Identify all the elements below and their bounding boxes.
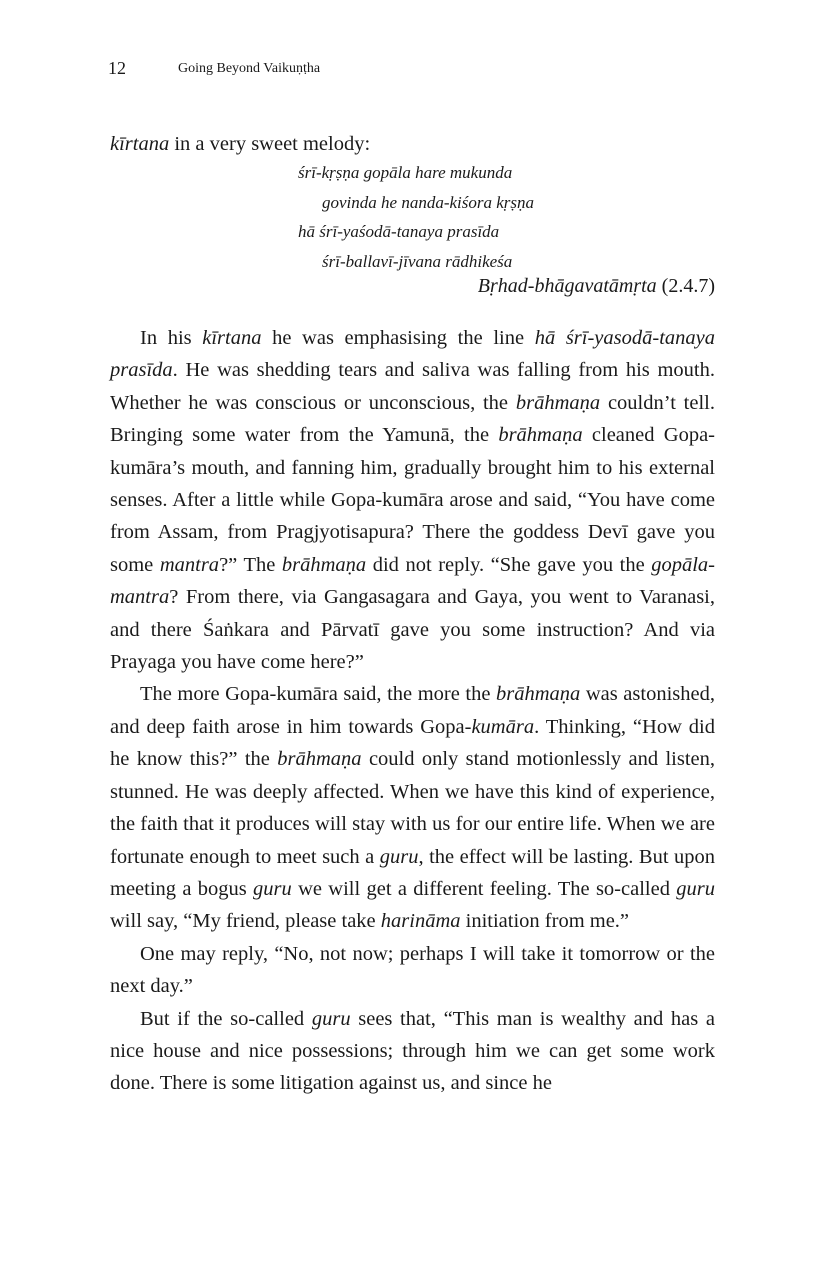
text-run: couldn’t tell. Bringing some water from the Yamunā, the <box>110 391 715 447</box>
text-run: ?” The <box>219 553 282 576</box>
text-run: will say, “My friend, please take <box>110 910 381 933</box>
text-run: he was emphasising the line <box>261 327 535 349</box>
text-run: , the effect will be lasting. But upon meeting a bogus <box>110 845 716 900</box>
italic-term: guru <box>253 877 292 900</box>
verse-line-4: śrī-ballavī-jīvana rādhikeśa <box>322 251 513 271</box>
paragraph-3 <box>110 938 715 1003</box>
page-header <box>108 58 728 82</box>
text-run: was astonished, and deep faith arose in him towards Gopa- <box>110 683 715 738</box>
italic-term: mantra <box>159 553 220 576</box>
text-run: . He was shedding tears and saliva was falling from his mouth. Whether he was conscious or unconscious, the <box>110 359 715 414</box>
verse-block <box>298 158 534 276</box>
body-text <box>110 322 715 1100</box>
page-number: 12 <box>108 58 126 78</box>
citation-ref: (2.4.7) <box>656 275 715 297</box>
verse-line-3: hā śrī-yaśodā-tanaya prasīda <box>298 222 500 241</box>
text-run: did not reply. “She gave you the <box>366 553 652 576</box>
italic-term: guru <box>379 845 419 868</box>
verse-citation <box>478 275 715 298</box>
italic-term: kumāra <box>471 715 535 738</box>
text-run: initiation from me.” <box>460 910 630 933</box>
intro-line <box>110 128 715 160</box>
italic-term: brāhmaṇa <box>515 391 601 414</box>
italic-term: guru <box>676 877 715 900</box>
paragraph-2 <box>110 678 715 937</box>
text-run: we will get a different feeling. The so-called <box>291 877 677 900</box>
italic-term: gopāla-mantra <box>110 553 715 609</box>
paragraph-1 <box>110 322 715 678</box>
intro-text: in a very sweet melody: <box>169 133 371 155</box>
text-run: . Thinking, “How did he know this?” the <box>110 715 715 771</box>
running-title: Going Beyond Vaikuṇṭha <box>178 61 321 76</box>
italic-term: harināma <box>380 910 461 933</box>
italic-term: hā śrī-yasodā-tanaya prasīda <box>110 327 715 382</box>
text-run: One may reply, “No, not now; perhaps I will take it tomorrow or the next day.” <box>110 942 715 998</box>
citation-source: Bṛhad-bhāgavatāmṛta <box>477 275 657 297</box>
intro-kirtana: kīrtana <box>110 133 170 155</box>
text-run: sees that, “This man is wealthy and has a nice house and nice possessions; through him we can get some work done. There is some litigation against us, and since he <box>110 1007 715 1095</box>
text-run: In his <box>140 327 203 349</box>
italic-term: kīrtana <box>202 327 262 349</box>
italic-term: brāhmaṇa <box>277 748 362 771</box>
verse-line-2: govinda he nanda-kiśora kṛṣṇa <box>322 192 535 212</box>
italic-term: guru <box>311 1007 351 1030</box>
text-run: cleaned Gopa-kumāra’s mouth, and fanning him, gradually brought him to his external senses. After a little while Gopa-kumāra arose and said, “You have come from Assam, from Pragjyotisapura? There the goddess Devī gave you some <box>110 424 715 576</box>
italic-term: brāhmaṇa <box>281 553 367 576</box>
italic-term: brāhmaṇa <box>498 424 583 447</box>
text-run: But if the so-called <box>140 1007 312 1030</box>
paragraph-4 <box>110 1003 715 1100</box>
text-run: ? From there, via Gangasagara and Gaya, you went to Varanasi, and there Śaṅkara and Pārvatī gave you some instruction? And via Prayaga you have come here?” <box>110 586 715 674</box>
text-run: The more Gopa-kumāra said, the more the <box>140 683 496 706</box>
text-run: could only stand motionlessly and listen, stunned. He was deeply affected. When we have this kind of experience, the faith that it produces will stay with us for our entire life. When we are fortunate enough to meet such a <box>110 748 715 868</box>
verse-line-1: śrī-kṛṣṇa gopāla hare mukunda <box>298 163 513 182</box>
italic-term: brāhmaṇa <box>496 683 581 706</box>
